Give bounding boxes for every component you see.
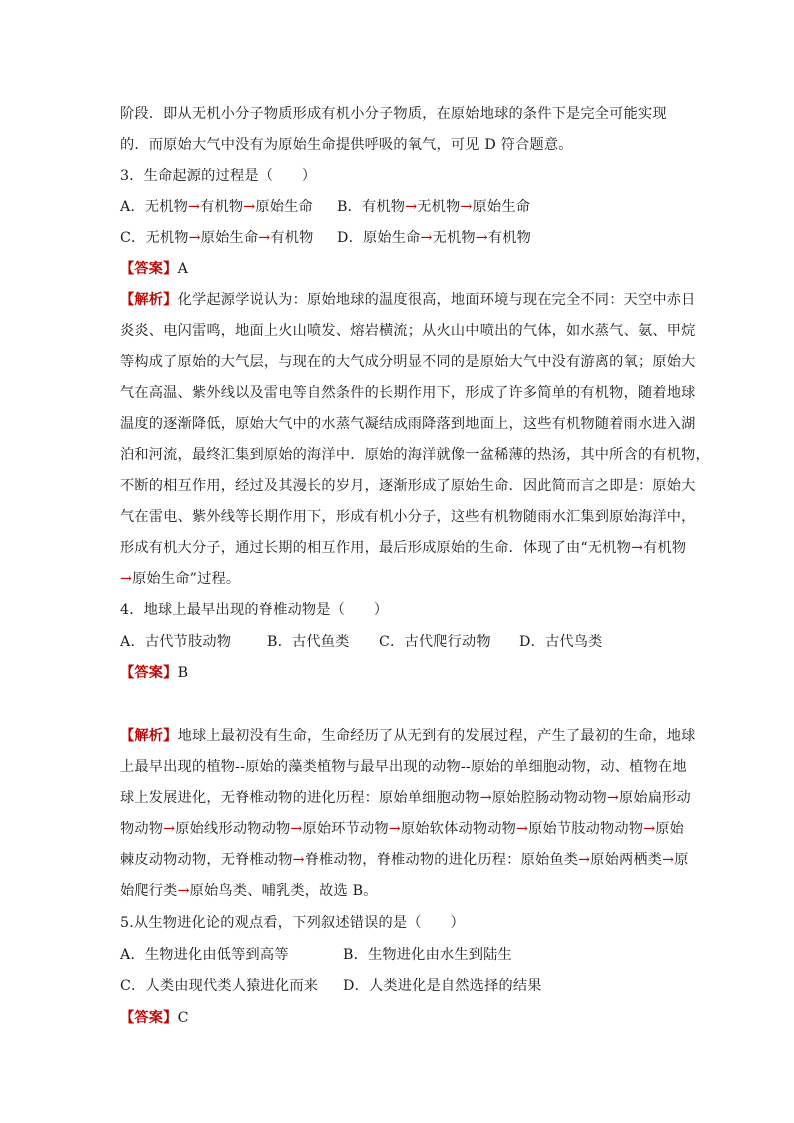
arrow-icon: → — [258, 230, 271, 246]
arrow-icon: → — [643, 821, 656, 837]
arrow-icon: → — [163, 821, 176, 837]
q4-option-a: A．古代节肢动物 — [120, 634, 232, 650]
arrow-icon: → — [405, 199, 418, 215]
q3-answer-value: A — [177, 261, 189, 277]
q3-analysis-line-3: 等构成了原始的大气层，与现在的大气成分明显不同的是原始大气中没有游离的氧；原始大 — [120, 354, 696, 370]
q3-options-row-2 — [120, 228, 680, 248]
q3-option-c: C．无机物→原始生命→有机物 — [120, 230, 314, 246]
q3-analysis-line-8: 气在雷电、紫外线等长期作用下，形成有机小分子，这些有机物随雨水汇集到原始海洋中， — [120, 509, 696, 525]
q4-option-c: C．古代爬行动物 — [379, 634, 491, 650]
intro-line-1: 阶段．即从无机小分子物质形成有机小分子物质，在原始地球的条件下是完全可能实现 — [120, 106, 667, 122]
arrow-icon: → — [606, 790, 619, 806]
arrow-icon: → — [290, 821, 303, 837]
q3-option-a: A．无机物→有机物→原始生命 — [120, 199, 313, 215]
arrow-icon: → — [243, 199, 256, 215]
arrow-icon: → — [479, 790, 492, 806]
arrow-icon: → — [460, 199, 473, 215]
q4-analysis-text: 地球上最初没有生命，生命经历了从无到有的发展过程，产生了最初的生命，地球 — [177, 728, 696, 744]
q4-analysis-line-5: 棘皮动物动物，无脊椎动物→脊椎动物，脊椎动物的进化历程：原始鱼类→原始两栖类→原 — [120, 852, 689, 868]
q4-analysis-line-4: 物动物→原始线形动物动物→原始环节动物→原始软体动物动物→原始节肢动物动物→原始 — [120, 821, 685, 837]
arrow-icon: → — [516, 821, 529, 837]
q3-analysis-line-1 — [120, 290, 696, 310]
q4-analysis-line-2: 上最早出现的植物--原始的藻类植物与最早出现的动物--原始的单细胞动物，动、植物在地 — [120, 759, 687, 775]
q4-option-d: D．古代鸟类 — [519, 634, 603, 650]
arrow-icon: → — [120, 571, 133, 587]
arrow-icon: → — [662, 852, 675, 868]
q5-option-a: A．生物进化由低等到高等 — [120, 947, 289, 963]
q4-options-row — [120, 632, 680, 652]
arrow-icon: → — [578, 852, 591, 868]
arrow-icon: → — [177, 883, 190, 899]
q3-analysis-line-9: 形成有机大分子，通过长期的相互作用，最后形成原始的生命．体现了由“无机物→有机物 — [120, 540, 687, 556]
q5-options-row-1 — [120, 945, 680, 965]
analysis-tag: 【解析】 — [120, 728, 178, 744]
q3-analysis-text: 化学起源学说认为：原始地球的温度很高，地面环境与现在完全不同：天空中赤日 — [177, 292, 696, 308]
q4-stem: 4．地球上最早出现的脊椎动物是（ ） — [120, 602, 389, 618]
q4-analysis-line-1 — [120, 726, 696, 746]
arrow-icon: → — [292, 852, 305, 868]
q3-analysis-line-5: 温度的逐渐降低，原始大气中的水蒸气凝结成雨降落到地面上，这些有机物随着雨水进入湖 — [120, 416, 696, 432]
arrow-icon: → — [188, 199, 201, 215]
arrow-icon: → — [631, 540, 644, 556]
answer-tag: 【答案】 — [120, 261, 178, 277]
q3-analysis-line-2: 炎炎、电闪雷鸣，地面上火山喷发、熔岩横流；从火山中喷出的气体，如水蒸气、氨、甲烷 — [120, 323, 696, 339]
q4-analysis-line-3: 球上发展进化，无脊椎动物的进化历程：原始单细胞动物→原始腔肠动物动物→原始扁形动 — [120, 790, 691, 806]
q4-answer-value: B — [177, 665, 189, 681]
q3-analysis-line-4: 气在高温、紫外线以及雷电等自然条件的长期作用下，形成了许多简单的有机物，随着地球 — [120, 385, 696, 401]
answer-tag: 【答案】 — [120, 1010, 178, 1026]
answer-tag: 【答案】 — [120, 665, 178, 681]
q4-analysis-line-6: 始爬行类→原始鸟类、哺乳类，故选 B。 — [120, 883, 378, 899]
q3-analysis-line-7: 不断的相互作用，经过及其漫长的岁月，逐渐形成了原始生命．因此简而言之即是：原始大 — [120, 478, 696, 494]
arrow-icon: → — [188, 230, 201, 246]
q5-option-d: D．人类进化是自然选择的结果 — [343, 978, 542, 994]
q5-option-c: C．人类由现代类人猿进化而来 — [120, 978, 319, 994]
q5-stem: 5.从生物进化论的观点看，下列叙述错误的是（ ） — [120, 915, 465, 931]
arrow-icon: → — [388, 821, 401, 837]
q3-options-row-1 — [120, 197, 680, 217]
arrow-icon: → — [475, 230, 488, 246]
q3-answer — [120, 259, 680, 279]
intro-line-2: 的．而原始大气中没有为原始生命提供呼吸的氧气，可见 D 符合题意。 — [120, 137, 573, 153]
q4-answer — [120, 663, 680, 683]
q3-option-b: B．有机物→无机物→原始生命 — [337, 199, 531, 215]
q5-answer — [120, 1008, 680, 1028]
q5-answer-value: C — [177, 1010, 189, 1026]
q3-analysis-line-6: 泊和河流，最终汇集到原始的海洋中．原始的海洋就像一盆稀薄的热汤，其中所含的有机物， — [120, 447, 710, 463]
analysis-tag: 【解析】 — [120, 292, 178, 308]
q3-stem: 3．生命起源的过程是（ ） — [120, 168, 317, 184]
q3-analysis-line-10: →原始生命”过程。 — [120, 571, 241, 587]
q3-option-d: D．原始生命→无机物→有机物 — [337, 230, 532, 246]
q5-option-b: B．生物进化由水生到陆生 — [343, 947, 512, 963]
q5-options-row-2 — [120, 976, 680, 996]
arrow-icon: → — [420, 230, 433, 246]
q4-option-b: B．古代鱼类 — [267, 634, 350, 650]
